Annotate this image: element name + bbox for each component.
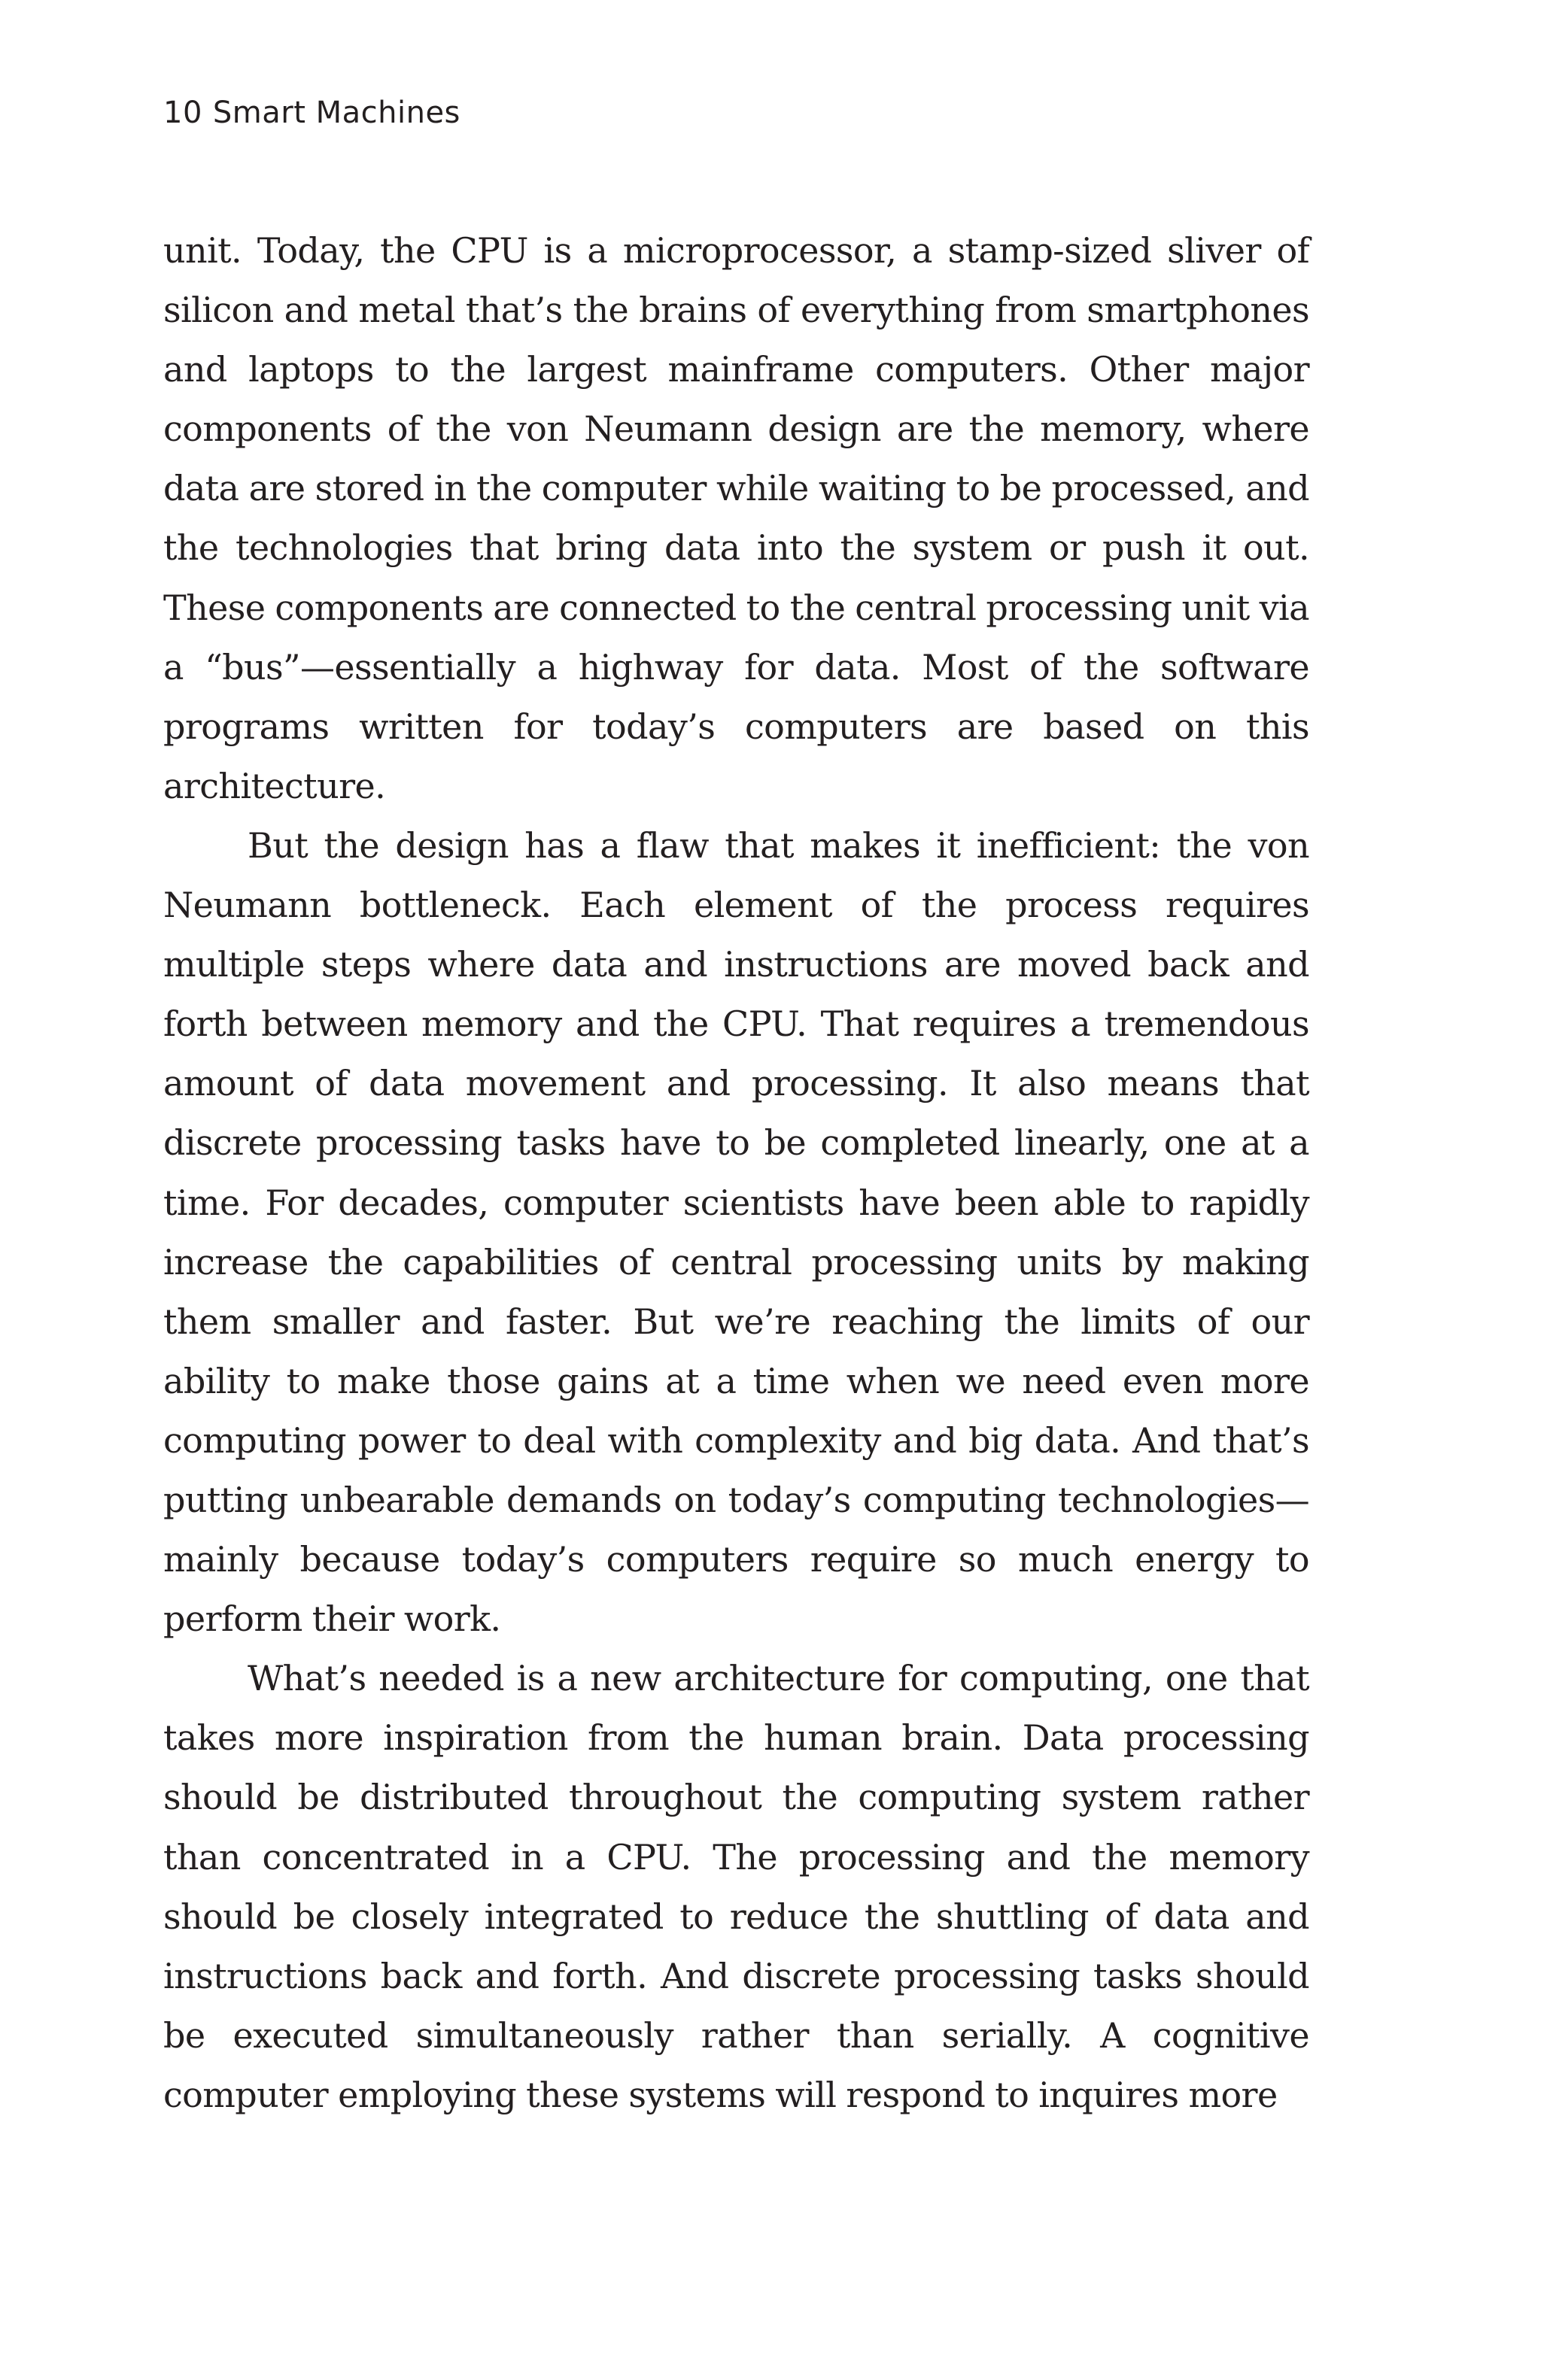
paragraph-von-neumann-bottleneck: But the design has a flaw that makes it inefficient: the von Neumann bottleneck. Each element of the process requires multiple steps where data and instructions are moved back and forth between memory and the CPU. That requires a tremendous amount of data movement and processing. It also means that discrete processing tasks have to be completed linearly, one at a time. For decades, computer scientists have been able to rapidly increase the capabilities of central processing units by making them smaller and faster. But we’re reaching the limits of our ability to make those gains at a time when we need even more computing power to deal with complexity and big data. And that’s putting unbearable demands on today’s computing technologies—mainly because today’s computers require so much energy to perform their work. bbox=[163, 824, 1309, 1640]
paragraph-continued: unit. Today, the CPU is a microprocessor, a stamp-sized sliver of silicon and metal that’s the brains of everything from smartphones and laptops to the largest mainframe computers. Other major components of the von Neumann design are the memory, where data are stored in the computer while waiting to be processed, and the technologies that bring data into the system or push it out. These components are connected to the central processing unit via a “bus”—essentially a highway for data. Most of the software programs written for today’s computers are based on this architecture. bbox=[163, 230, 1309, 806]
book-title: Smart Machines bbox=[212, 96, 460, 130]
body-text bbox=[163, 221, 1309, 2125]
page-number: 10 bbox=[163, 96, 202, 130]
running-head bbox=[163, 90, 460, 135]
paragraph-new-architecture: What’s needed is a new architecture for computing, one that takes more inspiration from the human brain. Data processing should be distributed throughout the computing system rather than concentrated in a CPU. The processing and the memory should be closely integrated to reduce the shuttling of data and instructions back and forth. And discrete processing tasks should be executed simultaneously rather than serially. A cognitive computer employing these systems will respond to inquires more bbox=[163, 1658, 1309, 2115]
